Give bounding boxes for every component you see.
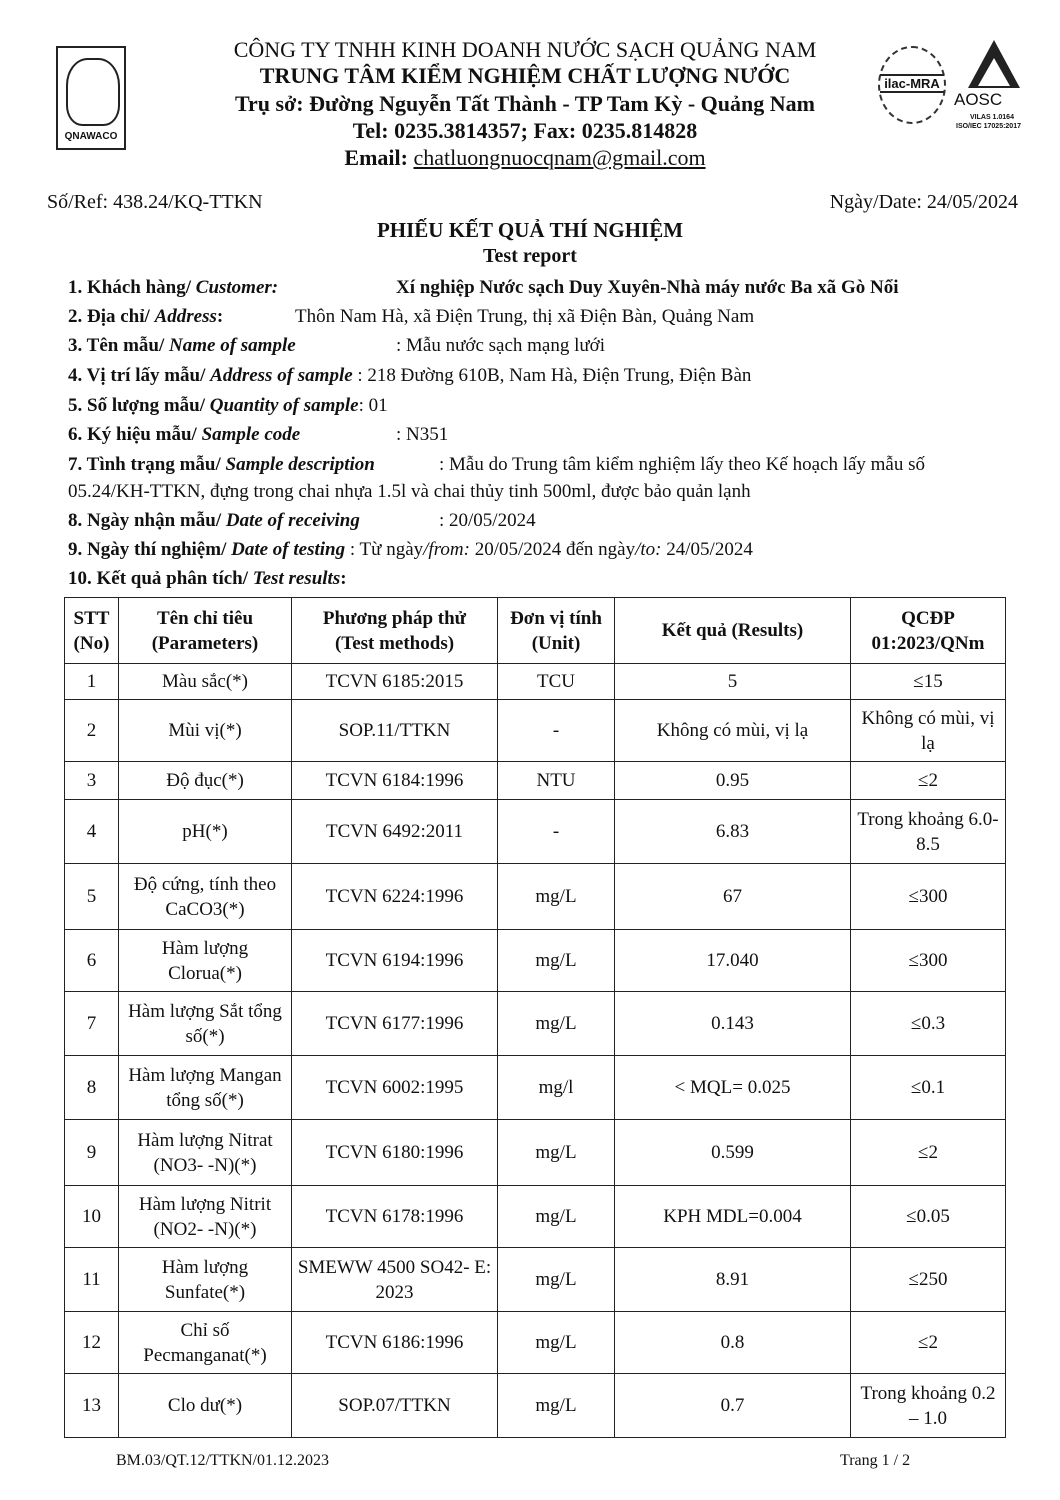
row-method: TCVN 6186:1996 bbox=[292, 1312, 498, 1374]
table-row bbox=[65, 930, 1006, 992]
info-customer: 1. Khách hàng/ Customer: Xí nghiệp Nước sạch Duy Xuyên-Nhà máy nước Ba xã Gò Nổi bbox=[68, 277, 899, 298]
row-result: KPH MDL=0.004 bbox=[615, 1186, 851, 1248]
row-parameter: pH(*) bbox=[119, 800, 292, 864]
row-result: 8.91 bbox=[615, 1248, 851, 1312]
row-unit: mg/L bbox=[498, 1186, 615, 1248]
row-limit: ≤2 bbox=[851, 1312, 1006, 1374]
row-limit: ≤250 bbox=[851, 1248, 1006, 1312]
email-label: Email: bbox=[344, 145, 414, 170]
row-result: 17.040 bbox=[615, 930, 851, 992]
row-no: 7 bbox=[65, 992, 119, 1056]
col-header-unit: Đơn vị tính (Unit) bbox=[498, 598, 615, 664]
col-header-result: Kết quả (Results) bbox=[615, 598, 851, 664]
row-result: 0.599 bbox=[615, 1120, 851, 1186]
center-name: TRUNG TÂM KIỂM NGHIỆM CHẤT LƯỢNG NƯỚC bbox=[259, 63, 791, 88]
row-parameter: Hàm lượng Nitrat (NO3- -N)(*) bbox=[119, 1120, 292, 1186]
row-parameter: Hàm lượng Nitrit (NO2- -N)(*) bbox=[119, 1186, 292, 1248]
customer-value: Xí nghiệp Nước sạch Duy Xuyên-Nhà máy nước Ba xã Gò Nổi bbox=[396, 277, 899, 298]
info-date-receiving: 8. Ngày nhận mẫu/ Date of receiving : 20/05/2024 bbox=[68, 510, 536, 531]
row-unit: mg/L bbox=[498, 864, 615, 930]
ilac-logo-text: ilac-MRA bbox=[880, 74, 944, 93]
row-method: TCVN 6177:1996 bbox=[292, 992, 498, 1056]
row-limit: Trong khoảng 6.0-8.5 bbox=[851, 800, 1006, 864]
row-parameter: Mùi vị(*) bbox=[119, 700, 292, 762]
address-value: Thôn Nam Hà, xã Điện Trung, thị xã Điện Bàn, Quảng Nam bbox=[295, 306, 755, 327]
table-row bbox=[65, 1056, 1006, 1120]
row-parameter: Hàm lượng Sắt tổng số(*) bbox=[119, 992, 292, 1056]
aosc-logo bbox=[950, 40, 1035, 135]
aosc-vilas-text: VILAS 1.0164 bbox=[970, 114, 1014, 121]
header-email-line bbox=[150, 145, 900, 171]
table-row bbox=[65, 700, 1006, 762]
row-method: SOP.07/TTKN bbox=[292, 1374, 498, 1438]
row-unit: mg/L bbox=[498, 1248, 615, 1312]
row-parameter: Hàm lượng Sunfate(*) bbox=[119, 1248, 292, 1312]
table-row bbox=[65, 1374, 1006, 1438]
row-parameter: Chỉ số Pecmanganat(*) bbox=[119, 1312, 292, 1374]
row-method: TCVN 6194:1996 bbox=[292, 930, 498, 992]
sample-description-line2: 05.24/KH-TTKN, đựng trong chai nhựa 1.5l và chai thủy tinh 500ml, được bảo quản lạnh bbox=[68, 481, 751, 502]
row-limit: Trong khoảng 0.2 – 1.0 bbox=[851, 1374, 1006, 1438]
row-no: 5 bbox=[65, 864, 119, 930]
row-result: 67 bbox=[615, 864, 851, 930]
sample-location-value: : 218 Đường 610B, Nam Hà, Điện Trung, Điện Bàn bbox=[357, 365, 752, 386]
col-header-method: Phương pháp thử (Test methods) bbox=[292, 598, 498, 664]
sample-description-value: : Mẫu do Trung tâm kiểm nghiệm lấy theo Kế hoạch lấy mẫu số bbox=[439, 454, 926, 475]
results-table bbox=[64, 597, 1006, 1438]
row-unit: mg/L bbox=[498, 1374, 615, 1438]
info-sample-code: 6. Ký hiệu mẫu/ Sample code : N351 bbox=[68, 424, 449, 445]
row-no: 12 bbox=[65, 1312, 119, 1374]
aosc-iso-text: ISO/IEC 17025:2017 bbox=[956, 123, 1021, 130]
table-row bbox=[65, 1248, 1006, 1312]
row-result: Không có mùi, vị lạ bbox=[615, 700, 851, 762]
row-no: 3 bbox=[65, 762, 119, 800]
row-no: 6 bbox=[65, 930, 119, 992]
row-limit: ≤0.05 bbox=[851, 1186, 1006, 1248]
row-result: 0.95 bbox=[615, 762, 851, 800]
row-method: TCVN 6180:1996 bbox=[292, 1120, 498, 1186]
row-result: < MQL= 0.025 bbox=[615, 1056, 851, 1120]
row-unit: NTU bbox=[498, 762, 615, 800]
row-method: SMEWW 4500 SO42- E: 2023 bbox=[292, 1248, 498, 1312]
info-sample-name: 3. Tên mẫu/ Name of sample : Mẫu nước sạch mạng lưới bbox=[68, 335, 606, 356]
col-header-parameter: Tên chỉ tiêu (Parameters) bbox=[119, 598, 292, 664]
info-quantity: 5. Số lượng mẫu/ Quantity of sample: 01 bbox=[68, 395, 388, 416]
row-unit: mg/l bbox=[498, 1056, 615, 1120]
row-method: SOP.11/TTKN bbox=[292, 700, 498, 762]
row-unit: mg/L bbox=[498, 1120, 615, 1186]
sample-code-value: : N351 bbox=[396, 424, 449, 445]
col-header-qcdp: QCĐP 01:2023/QNm bbox=[851, 598, 1006, 664]
row-parameter: Hàm lượng Mangan tổng số(*) bbox=[119, 1056, 292, 1120]
row-method: TCVN 6185:2015 bbox=[292, 664, 498, 700]
date-receiving-value: : 20/05/2024 bbox=[439, 510, 536, 531]
row-no: 11 bbox=[65, 1248, 119, 1312]
row-method: TCVN 6002:1995 bbox=[292, 1056, 498, 1120]
row-unit: mg/L bbox=[498, 992, 615, 1056]
report-subtitle: Test report bbox=[483, 245, 577, 267]
table-row bbox=[65, 800, 1006, 864]
aosc-logo-text: AOSC bbox=[954, 90, 1003, 109]
row-method: TCVN 6178:1996 bbox=[292, 1186, 498, 1248]
row-limit: ≤300 bbox=[851, 864, 1006, 930]
water-drop-icon bbox=[66, 58, 120, 126]
row-result: 0.143 bbox=[615, 992, 851, 1056]
email-link[interactable]: chatluongnuocqnam@gmail.com bbox=[413, 145, 706, 170]
row-limit: ≤15 bbox=[851, 664, 1006, 700]
row-unit: - bbox=[498, 700, 615, 762]
row-no: 4 bbox=[65, 800, 119, 864]
row-result: 5 bbox=[615, 664, 851, 700]
page-number: Trang 1 / 2 bbox=[840, 1452, 911, 1469]
row-limit: ≤300 bbox=[851, 930, 1006, 992]
row-limit: ≤0.3 bbox=[851, 992, 1006, 1056]
row-parameter: Màu sắc(*) bbox=[119, 664, 292, 700]
row-method: TCVN 6224:1996 bbox=[292, 864, 498, 930]
company-logo bbox=[56, 46, 126, 150]
row-unit: mg/L bbox=[498, 930, 615, 992]
table-row bbox=[65, 1120, 1006, 1186]
quantity-value: : 01 bbox=[358, 395, 388, 416]
table-row bbox=[65, 664, 1006, 700]
header-address: Trụ sở: Đường Nguyễn Tất Thành - TP Tam Kỳ - Quảng Nam bbox=[235, 91, 815, 116]
reference-number: Số/Ref: 438.24/KQ-TTKN bbox=[47, 191, 263, 213]
report-date: Ngày/Date: 24/05/2024 bbox=[829, 191, 1018, 213]
company-logo-text: QNAWACO bbox=[64, 131, 118, 142]
row-unit: TCU bbox=[498, 664, 615, 700]
row-no: 2 bbox=[65, 700, 119, 762]
table-row bbox=[65, 1312, 1006, 1374]
info-test-results: 10. Kết quả phân tích/ Test results: bbox=[68, 568, 347, 589]
row-parameter: Clo dư(*) bbox=[119, 1374, 292, 1438]
info-address: 2. Địa chỉ/ Address: Thôn Nam Hà, xã Điện Trung, thị xã Điện Bàn, Quảng Nam bbox=[68, 306, 755, 327]
table-row bbox=[65, 1186, 1006, 1248]
table-header-row bbox=[65, 598, 1006, 664]
sample-name-value: : Mẫu nước sạch mạng lưới bbox=[396, 335, 606, 356]
row-no: 10 bbox=[65, 1186, 119, 1248]
row-unit: mg/L bbox=[498, 1312, 615, 1374]
row-parameter: Độ cứng, tính theo CaCO3(*) bbox=[119, 864, 292, 930]
row-result: 6.83 bbox=[615, 800, 851, 864]
row-method: TCVN 6184:1996 bbox=[292, 762, 498, 800]
row-no: 13 bbox=[65, 1374, 119, 1438]
row-parameter: Hàm lượng Clorua(*) bbox=[119, 930, 292, 992]
row-method: TCVN 6492:2011 bbox=[292, 800, 498, 864]
row-no: 9 bbox=[65, 1120, 119, 1186]
col-header-no: STT (No) bbox=[65, 598, 119, 664]
table-row bbox=[65, 864, 1006, 930]
info-date-testing: 9. Ngày thí nghiệm/ Date of testing : Từ ngày/from: 20/05/2024 đến ngày/to: 24/05/2024 bbox=[68, 539, 753, 560]
table-row bbox=[65, 992, 1006, 1056]
row-limit: ≤2 bbox=[851, 762, 1006, 800]
row-unit: - bbox=[498, 800, 615, 864]
row-result: 0.7 bbox=[615, 1374, 851, 1438]
row-limit: ≤0.1 bbox=[851, 1056, 1006, 1120]
report-title: PHIẾU KẾT QUẢ THÍ NGHIỆM bbox=[376, 218, 684, 242]
row-result: 0.8 bbox=[615, 1312, 851, 1374]
info-sample-location: 4. Vị trí lấy mẫu/ Address of sample : 218 Đường 610B, Nam Hà, Điện Trung, Điện Bàn bbox=[68, 365, 752, 386]
row-parameter: Độ đục(*) bbox=[119, 762, 292, 800]
table-row bbox=[65, 762, 1006, 800]
company-name: CÔNG TY TNHH KINH DOANH NƯỚC SẠCH QUẢNG NAM bbox=[233, 37, 817, 62]
header-tel: Tel: 0235.3814357; Fax: 0235.814828 bbox=[352, 118, 698, 143]
form-code: BM.03/QT.12/TTKN/01.12.2023 bbox=[116, 1452, 330, 1469]
row-limit: ≤2 bbox=[851, 1120, 1006, 1186]
row-no: 8 bbox=[65, 1056, 119, 1120]
date-testing-value: : Từ ngày/from: 20/05/2024 đến ngày/to: 24/05/2024 bbox=[349, 539, 753, 560]
info-sample-description: 7. Tình trạng mẫu/ Sample description : Mẫu do Trung tâm kiểm nghiệm lấy theo Kế hoạch lấy mẫu số bbox=[68, 454, 926, 475]
row-no: 1 bbox=[65, 664, 119, 700]
row-limit: Không có mùi, vị lạ bbox=[851, 700, 1006, 762]
